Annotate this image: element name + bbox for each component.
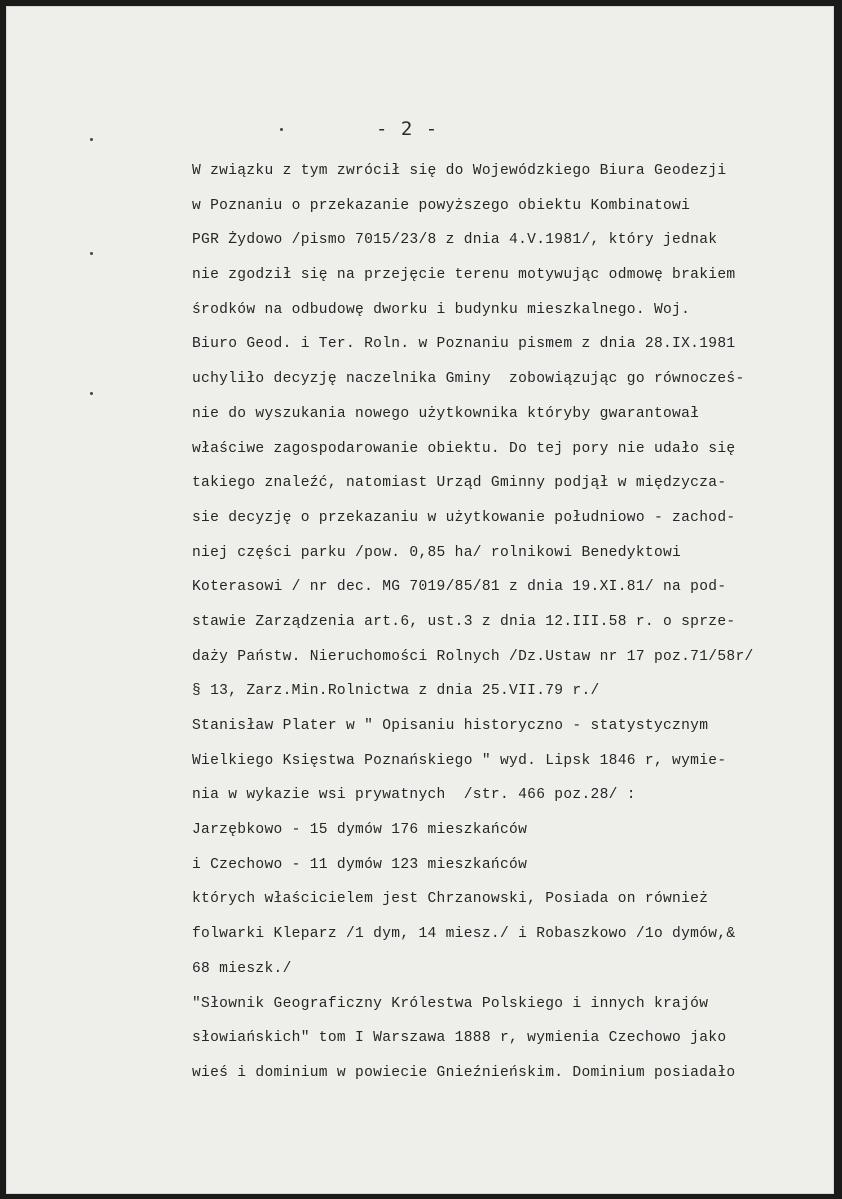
text-line: nie zgodził się na przejęcie terenu motywując odmowę brakiem [192, 267, 736, 284]
text-line: "Słownik Geograficzny Królestwa Polskiego i innych krajów [192, 995, 709, 1012]
text-line: uchyliło decyzję naczelnika Gminy zobowiązując go równocześ- [192, 371, 745, 388]
text-line: folwarki Kleparz /1 dym, 14 miesz./ i Robaszkowo /1o dymów,& [192, 926, 736, 943]
text-line: Stanisław Plater w " Opisaniu historyczno - statystycznym [192, 718, 709, 734]
text-line: 68 mieszk./ [192, 960, 292, 977]
margin-mark [90, 138, 93, 141]
document-page [6, 6, 834, 1194]
text-line: W związku z tym zwrócił się do Wojewódzkiego Biura Geodezji [192, 163, 727, 179]
typewritten-text [192, 154, 832, 1091]
page-number: - 2 - [376, 118, 439, 140]
text-line: słowiańskich" tom I Warszawa 1888 r, wymienia Czechowo jako [192, 1030, 727, 1047]
text-line: nia w wykazie wsi prywatnych /str. 466 poz.28/ : [192, 787, 636, 804]
text-line: PGR Żydowo /pismo 7015/23/8 z dnia 4.V.1981/, który jednak [192, 232, 718, 249]
text-line: Jarzębkowo - 15 dymów 176 mieszkańców [192, 822, 528, 839]
text-line: stawie Zarządzenia art.6, ust.3 z dnia 12.III.58 r. o sprze- [192, 613, 736, 630]
text-line: w Poznaniu o przekazanie powyższego obiektu Kombinatowi [192, 197, 691, 214]
text-line: niej części parku /pow. 0,85 ha/ rolnikowi Benedyktowi [192, 544, 682, 561]
text-line: Koterasowi / nr dec. MG 7019/85/81 z dnia 19.XI.81/ na pod- [192, 579, 727, 596]
text-line: środków na odbudowę dworku i budynku mieszkalnego. Woj. [192, 301, 691, 318]
margin-mark [90, 392, 93, 395]
margin-mark [280, 128, 283, 131]
text-line: takiego znaleźć, natomiast Urząd Gminny podjął w międzycza- [192, 475, 727, 492]
text-line: których właścicielem jest Chrzanowski, Posiada on również [192, 891, 709, 908]
text-line: Biuro Geod. i Ter. Roln. w Poznaniu pismem z dnia 28.IX.1981 [192, 336, 736, 353]
text-line: Wielkiego Księstwa Poznańskiego " wyd. Lipsk 1846 r, wymie- [192, 752, 727, 769]
text-line: daży Państw. Nieruchomości Rolnych /Dz.Ustaw nr 17 poz.71/58r/ [192, 648, 754, 665]
text-line: sie decyzję o przekazaniu w użytkowanie południowo - zachod- [192, 509, 736, 526]
margin-mark [90, 252, 93, 255]
text-line: nie do wyszukania nowego użytkownika któryby gwarantował [192, 405, 700, 422]
text-line: i Czechowo - 11 dymów 123 mieszkańców [192, 856, 528, 873]
text-line: właściwe zagospodarowanie obiektu. Do tej pory nie udało się [192, 440, 736, 457]
text-line: § 13, Zarz.Min.Rolnictwa z dnia 25.VII.79 r./ [192, 683, 600, 700]
text-line: wieś i dominium w powiecie Gnieźnieńskim. Dominium posiadało [192, 1064, 736, 1081]
